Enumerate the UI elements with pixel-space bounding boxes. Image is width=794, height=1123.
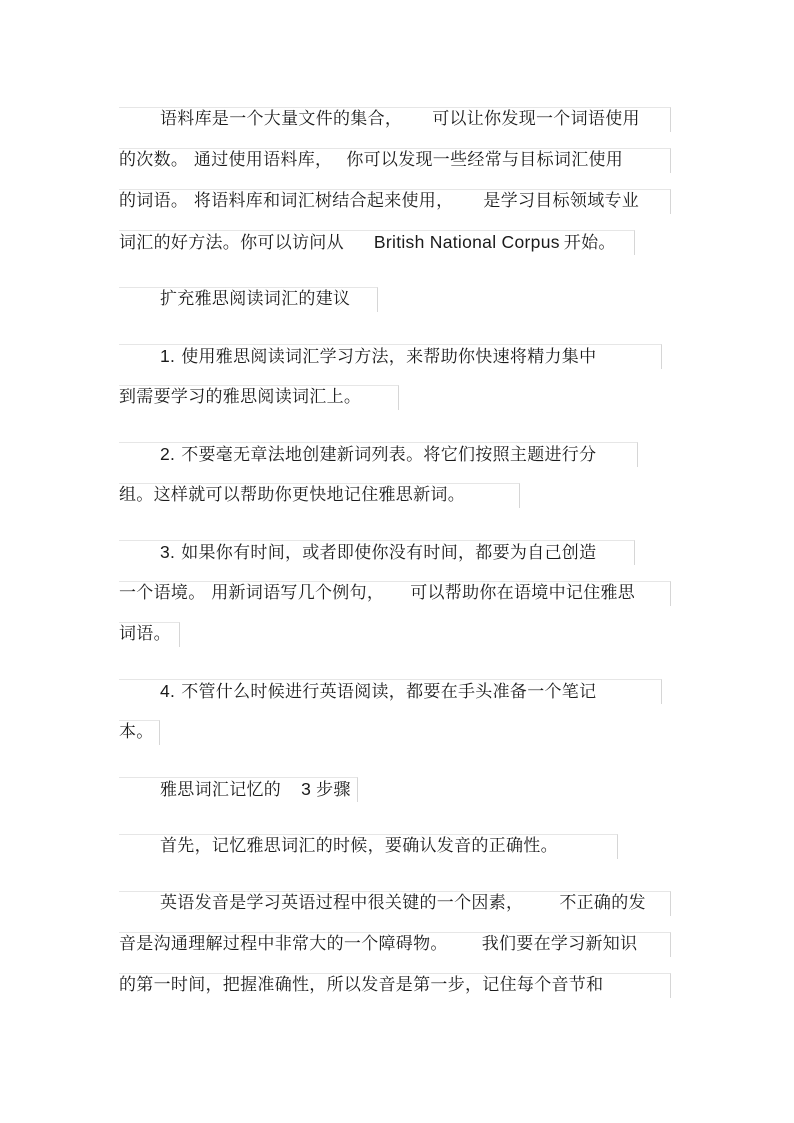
- tip-text: 可以帮助你在语境中记住雅思: [410, 583, 636, 603]
- text-segment: 语料库是一个大量文件的集合，: [160, 109, 403, 129]
- text-segment: 是学习目标领域专业: [483, 191, 640, 211]
- step-line: [160, 834, 558, 858]
- paragraph-line: [160, 891, 646, 915]
- corpus-name: British National Corpus: [373, 232, 560, 252]
- tip-number: 3.: [160, 542, 176, 562]
- paragraph-line: [119, 148, 623, 172]
- tip-text: 如果你有时间，或者即使你没有时间，都要为自己创造: [181, 543, 597, 563]
- tip-line: [160, 540, 596, 565]
- heading-text: 扩充雅思阅读词汇的建议: [160, 289, 351, 309]
- tip-text: 到需要学习的雅思阅读词汇上。: [119, 387, 362, 407]
- text-segment: 的词语。 将语料库和词汇树结合起来使用，: [119, 191, 454, 211]
- tip-text: 本。: [119, 722, 154, 742]
- text-segment: 英语发音是学习英语过程中很关键的一个因素，: [160, 893, 524, 913]
- paragraph-line: [119, 230, 616, 255]
- tip-text: 词语。: [119, 624, 171, 644]
- tip-text: 不管什么时候进行英语阅读，都要在手头准备一个笔记: [181, 682, 597, 702]
- tip-text: 使用雅思阅读词汇学习方法，来帮助你快速将精力集中: [181, 347, 597, 367]
- tip-text: 不要毫无章法地创建新词列表。将它们按照主题进行分: [181, 445, 597, 465]
- tip-number: 1.: [160, 346, 176, 366]
- section-heading: [160, 287, 350, 311]
- tip-line: [119, 385, 361, 409]
- tip-line: [160, 344, 596, 369]
- text-segment: 开始。: [563, 233, 616, 253]
- tip-line: [119, 622, 171, 646]
- text-segment: 词汇的好方法。你可以访问从: [119, 233, 344, 253]
- tip-line: [119, 720, 154, 744]
- step-text: 首先，记忆雅思词汇的时候，要确认发音的正确性。: [160, 836, 558, 856]
- text-segment: 可以让你发现一个词语使用: [432, 109, 640, 129]
- text-segment: 音是沟通理解过程中非常大的一个障碍物。: [119, 934, 448, 954]
- heading-text: 雅思词汇记忆的: [160, 780, 282, 800]
- paragraph-line: [119, 189, 639, 213]
- heading-text: 步骤: [316, 780, 351, 800]
- tip-line: [119, 483, 465, 507]
- tip-number: 4.: [160, 681, 176, 701]
- tip-line: [119, 581, 635, 605]
- tip-text: 组。这样就可以帮助你更快地记住雅思新词。: [119, 485, 465, 505]
- text-segment: 我们要在学习新知识: [481, 934, 638, 954]
- step-count: 3: [301, 779, 312, 799]
- text-segment: 的次数。 通过使用语料库，: [119, 150, 333, 170]
- tip-line: [160, 679, 596, 704]
- tip-line: [160, 442, 596, 467]
- tip-number: 2.: [160, 444, 176, 464]
- text-segment: 的第一时间，把握准确性，所以发音是第一步，记住每个音节和: [119, 975, 604, 995]
- paragraph-line: [119, 932, 637, 956]
- paragraph-line: [160, 107, 640, 131]
- text-segment: 不正确的发: [559, 893, 646, 913]
- text-segment: 你可以发现一些经常与目标词汇使用: [346, 150, 624, 170]
- section-heading: [160, 777, 351, 802]
- paragraph-line: [119, 973, 603, 997]
- tip-text: 一个语境。 用新词语写几个例句，: [119, 583, 385, 603]
